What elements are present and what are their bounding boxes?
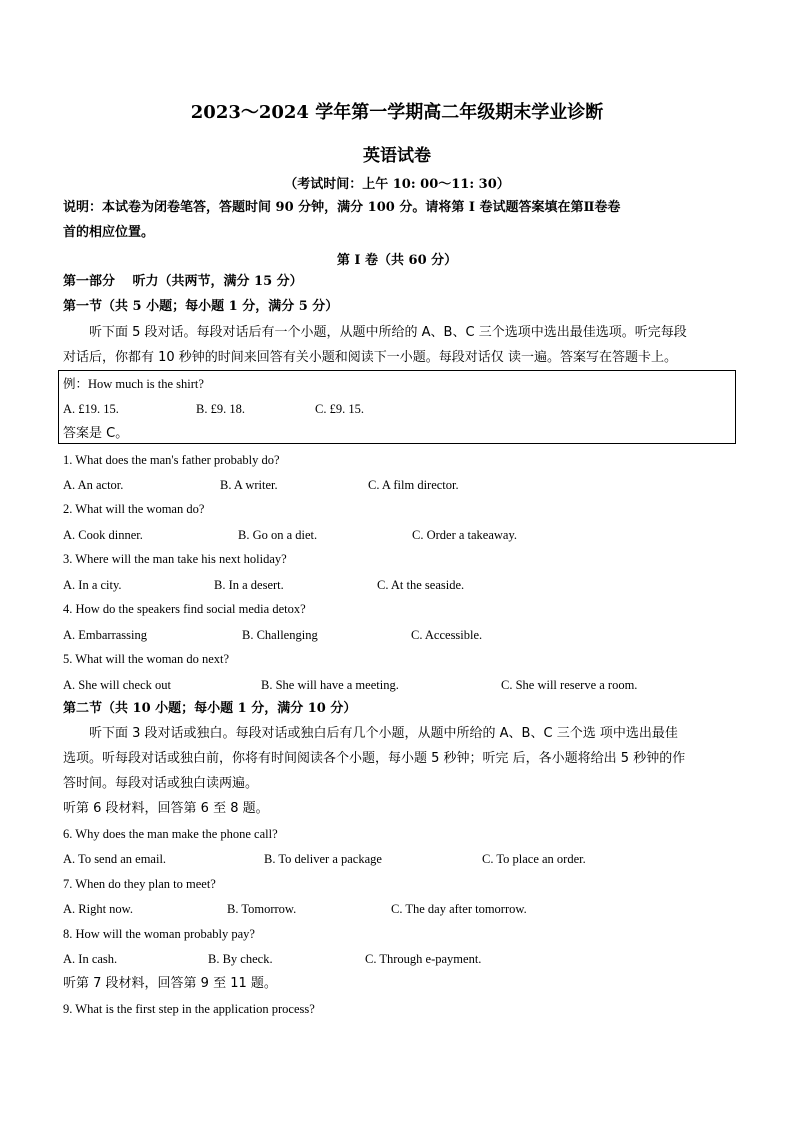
question-8-option-b: B. By check. (208, 952, 273, 966)
question-3-option-b: B. In a desert. (214, 578, 284, 592)
instructions-line-2: 首的相应位置。 (63, 225, 155, 240)
question-3-option-a: A. In a city. (63, 578, 122, 592)
question-5-option-a: A. She will check out (63, 678, 171, 692)
section-1-directions-line-1: 听下面 5 段对话。每段对话后有一个小题，从题中所给的 A、B、C 三个选项中选出最佳选项。听完每段 (89, 325, 687, 340)
question-1-option-c: C. A film director. (368, 478, 459, 492)
volume-1-heading: 第 I 卷（共 60 分） (336, 253, 458, 268)
question-5: 5. What will the woman do next? (63, 652, 230, 666)
question-7-option-a: A. Right now. (63, 902, 134, 916)
question-2-option-b: B. Go on a diet. (238, 528, 318, 542)
question-2-option-a: A. Cook dinner. (63, 528, 143, 542)
section-2-directions-line-1: 听下面 3 段对话或独白。每段对话或独白后有几个小题，从题中所给的 A、B、C 三个选 项中选出最佳 (89, 726, 678, 741)
section-2-heading: 第二节（共 10 小题；每小题 1 分，满分 10 分） (63, 701, 357, 716)
question-6: 6. Why does the man make the phone call? (63, 827, 278, 841)
example-option-b: B. £9. 18. (196, 402, 245, 416)
example-question: 例：How much is the shirt? (63, 377, 204, 391)
material-6-instruction: 听第 6 段材料，回答第 6 至 8 题。 (63, 801, 269, 816)
instructions-line-1: 说明：本试卷为闭卷笔答，答题时间 90 分钟，满分 100 分。请将第 I 卷试题答案填在第Ⅱ卷卷 (63, 200, 621, 215)
question-8: 8. How will the woman probably pay? (63, 927, 255, 941)
question-7-option-b: B. Tomorrow. (227, 902, 297, 916)
part-1-heading: 第一部分 听力（共两节，满分 15 分） (63, 274, 303, 289)
example-option-c: C. £9. 15. (315, 402, 364, 416)
question-3: 3. Where will the man take his next holiday? (63, 552, 287, 566)
question-4-option-c: C. Accessible. (411, 628, 483, 642)
exam-subtitle: 英语试卷 (363, 146, 431, 166)
question-3-option-c: C. At the seaside. (377, 578, 465, 592)
question-9: 9. What is the first step in the application process? (63, 1002, 315, 1016)
section-1-directions-line-2: 对话后，你都有 10 秒钟的时间来回答有关小题和阅读下一小题。每段对话仅 读一遍。答案写在答题卡上。 (63, 350, 677, 365)
exam-title: 2023～2024 学年第一学期高二年级期末学业诊断 (190, 102, 604, 123)
section-2-directions-line-3: 答时间。每段对话或独白读两遍。 (63, 776, 259, 791)
question-4: 4. How do the speakers find social media detox? (63, 602, 306, 616)
question-4-option-a: A. Embarrassing (63, 628, 148, 642)
example-option-a: A. £19. 15. (63, 402, 119, 416)
question-6-option-c: C. To place an order. (482, 852, 586, 866)
question-5-option-c: C. She will reserve a room. (501, 678, 638, 692)
example-answer: 答案是 C。 (63, 426, 129, 441)
question-2-option-c: C. Order a takeaway. (412, 528, 518, 542)
question-5-option-b: B. She will have a meeting. (261, 678, 399, 692)
question-6-option-a: A. To send an email. (63, 852, 167, 866)
question-4-option-b: B. Challenging (242, 628, 318, 642)
question-1-option-a: A. An actor. (63, 478, 124, 492)
question-2: 2. What will the woman do? (63, 502, 205, 516)
question-1-option-b: B. A writer. (220, 478, 278, 492)
section-1-heading: 第一节（共 5 小题；每小题 1 分，满分 5 分） (63, 299, 339, 314)
question-7: 7. When do they plan to meet? (63, 877, 216, 891)
question-6-option-b: B. To deliver a package (264, 852, 382, 866)
question-1: 1. What does the man's father probably do? (63, 453, 280, 467)
question-8-option-a: A. In cash. (63, 952, 118, 966)
exam-time: （考试时间：上午 10: 00～11: 30） (284, 177, 510, 192)
section-2-directions-line-2: 选项。听每段对话或独白前，你将有时间阅读各个小题，每小题 5 秒钟；听完 后，各小题将给出 5 秒钟的作 (63, 751, 686, 766)
material-7-instruction: 听第 7 段材料，回答第 9 至 11 题。 (63, 976, 277, 991)
question-7-option-c: C. The day after tomorrow. (391, 902, 527, 916)
question-8-option-c: C. Through e-payment. (365, 952, 482, 966)
